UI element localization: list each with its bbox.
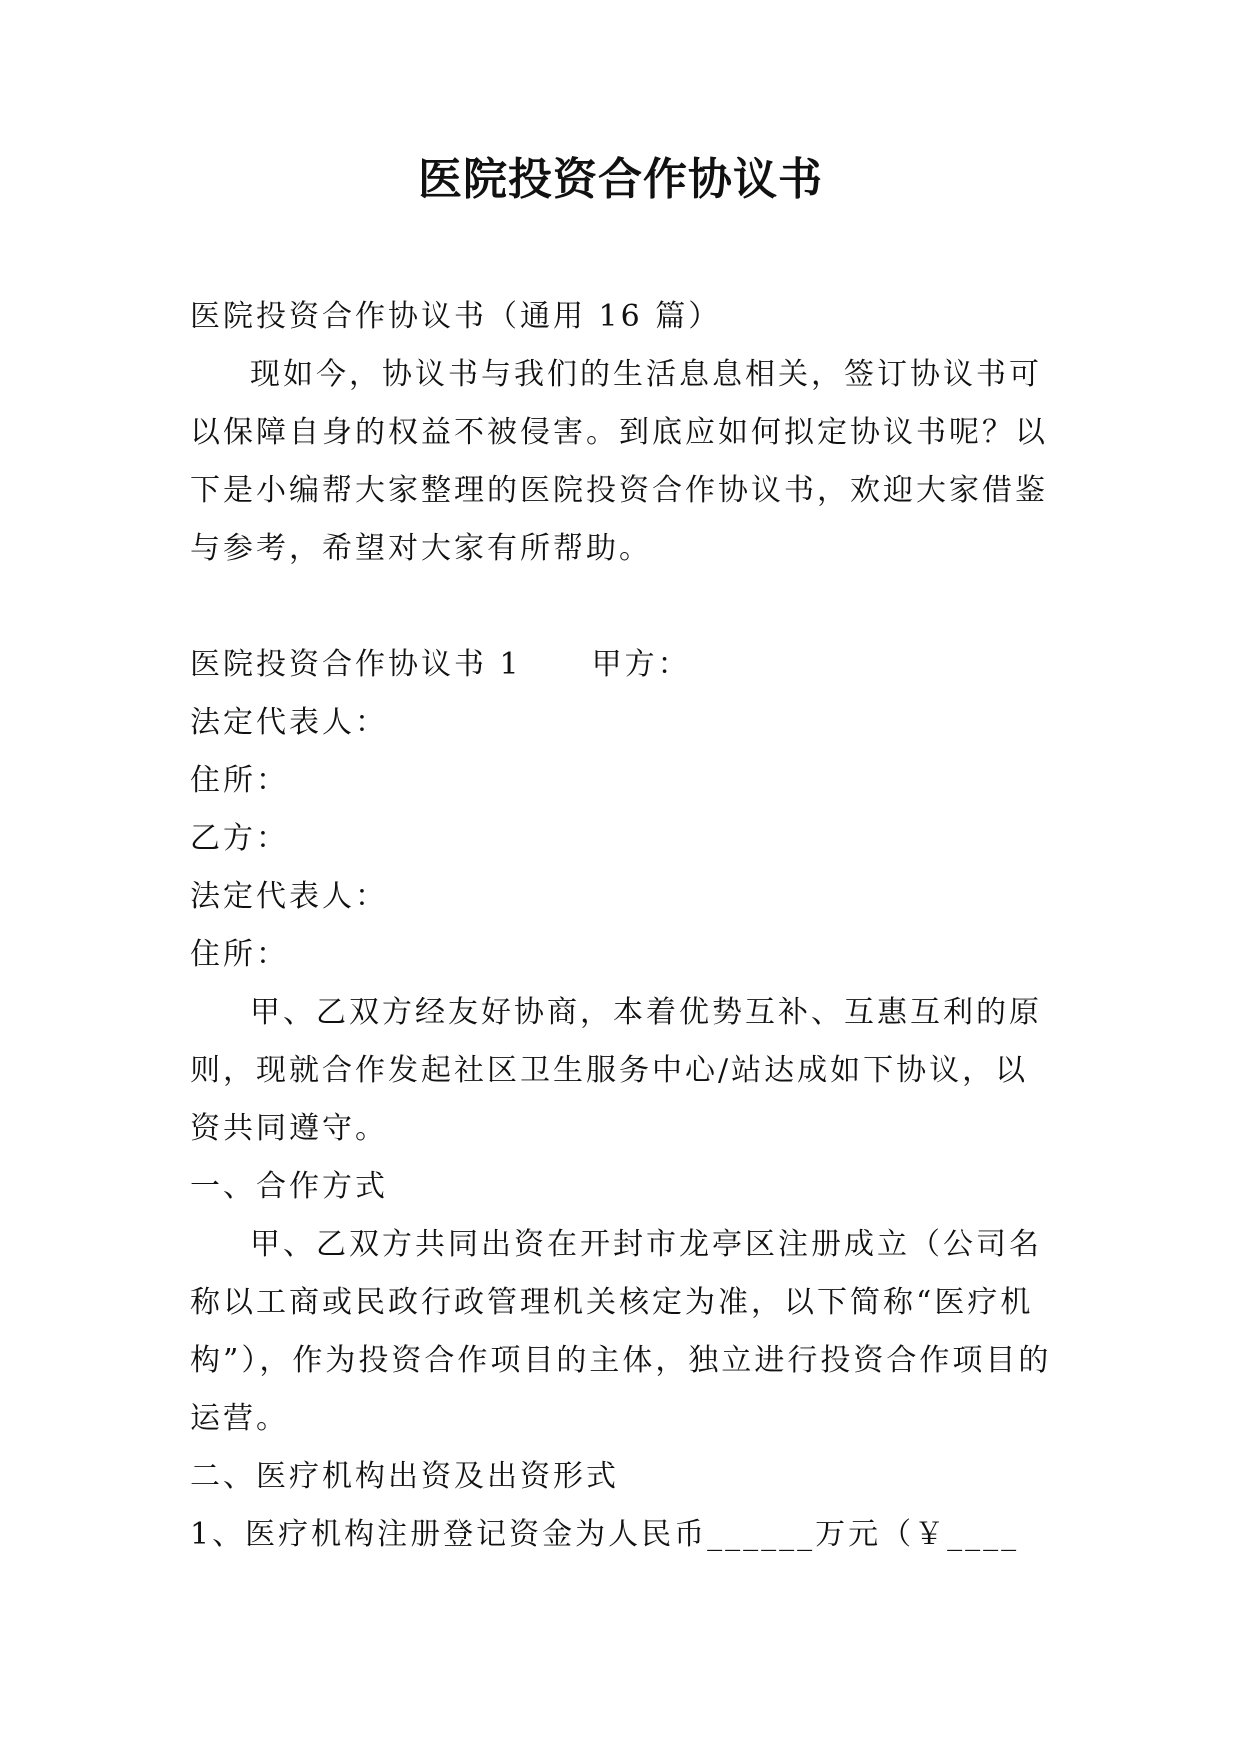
preamble-paragraph: 甲、乙双方经友好协商，本着优势互补、互惠互利的原则，现就合作发起社区卫生服务中心/站达成如下协议，以资共同遵守。 — [190, 995, 1042, 1146]
party-b-representative: 法定代表人： — [190, 879, 388, 914]
party-b-label: 乙方： — [190, 821, 289, 856]
document-title: 医院投资合作协议书 — [418, 154, 823, 205]
party-b-address: 住所： — [190, 937, 289, 972]
clause-2-title: 二、医疗机构出资及出资形式 — [190, 1459, 619, 1494]
section-heading: 医院投资合作协议书 1 — [190, 647, 522, 682]
clause-1-title: 一、合作方式 — [190, 1169, 388, 1204]
intro-paragraph: 现如今，协议书与我们的生活息息相关，签订协议书可以保障自身的权益不被侵害。到底应如何拟定协议书呢？以下是小编帮大家整理的医院投资合作协议书，欢迎大家借鉴与参考，希望对大家有所帮助。 — [190, 357, 1048, 566]
party-a-representative: 法定代表人： — [190, 705, 388, 740]
document-body — [190, 288, 1056, 1564]
party-a-address: 住所： — [190, 763, 289, 798]
party-a-label: 甲方： — [591, 647, 691, 682]
paragraph-gap — [190, 578, 1056, 636]
clause-2-item-1: 1、医疗机构注册登记资金为人民币______万元（￥____ — [190, 1517, 1020, 1552]
document-subtitle: 医院投资合作协议书（通用 16 篇） — [190, 299, 722, 334]
section-heading-row — [190, 636, 1056, 694]
clause-1-text: 甲、乙双方共同出资在开封市龙亭区注册成立（公司名称以工商或民政行政管理机关核定为准，以下简称“医疗机构”），作为投资合作项目的主体，独立进行投资合作项目的运营。 — [190, 1227, 1052, 1436]
